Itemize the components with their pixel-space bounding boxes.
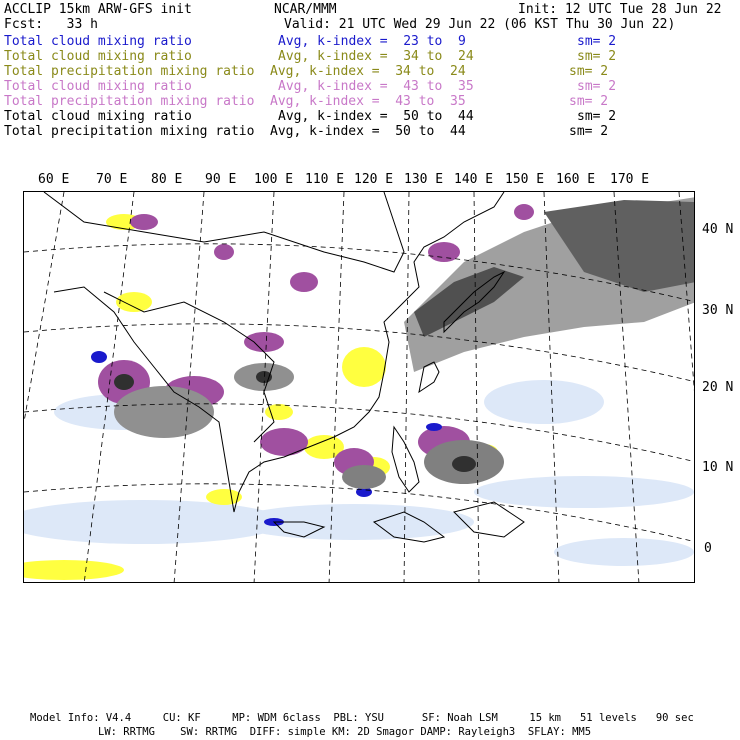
- lat-label: 30 N: [702, 303, 734, 318]
- lat-label: 20 N: [702, 380, 734, 395]
- lon-label: 150 E: [505, 172, 545, 187]
- cloud-field-gray: [114, 197, 695, 489]
- field-smoothing: sm= 2: [569, 124, 609, 139]
- field-smoothing: sm= 2: [569, 64, 609, 79]
- valid-time: Valid: 21 UTC Wed 29 Jun 22 (06 KST Thu 30 Jun 22): [284, 17, 676, 32]
- lon-label: 140 E: [454, 172, 494, 187]
- field-name: Total precipitation mixing ratio: [4, 124, 255, 139]
- field-avg: Avg, k-index = 43 to 35: [270, 94, 466, 109]
- field-name: Total precipitation mixing ratio: [4, 94, 255, 109]
- field-name: Total precipitation mixing ratio: [4, 64, 255, 79]
- field-smoothing: sm= 2: [577, 109, 617, 124]
- forecast-hour: Fcst: 33 h: [4, 17, 98, 32]
- init-time: Init: 12 UTC Tue 28 Jun 22: [518, 2, 722, 17]
- field-name: Total cloud mixing ratio: [4, 109, 192, 124]
- field-smoothing: sm= 2: [577, 34, 617, 49]
- map-canvas: [24, 192, 695, 583]
- lon-label: 170 E: [610, 172, 650, 187]
- lon-label: 110 E: [305, 172, 345, 187]
- lon-label: 90 E: [205, 172, 237, 187]
- field-avg: Avg, k-index = 50 to 44: [278, 109, 474, 124]
- lon-label: 100 E: [254, 172, 294, 187]
- lon-label: 130 E: [404, 172, 444, 187]
- lon-label: 80 E: [151, 172, 183, 187]
- lon-label: 60 E: [38, 172, 70, 187]
- lon-label: 160 E: [556, 172, 596, 187]
- field-smoothing: sm= 2: [569, 94, 609, 109]
- map-panel: [23, 191, 695, 583]
- field-avg: Avg, k-index = 34 to 24: [270, 64, 466, 79]
- field-avg: Avg, k-index = 34 to 24: [278, 49, 474, 64]
- lat-label: 0: [704, 541, 712, 556]
- lat-label: 40 N: [702, 222, 734, 237]
- field-smoothing: sm= 2: [577, 79, 617, 94]
- field-name: Total cloud mixing ratio: [4, 49, 192, 64]
- institution-label: NCAR/MMM: [274, 2, 337, 17]
- field-avg: Avg, k-index = 50 to 44: [270, 124, 466, 139]
- field-name: Total cloud mixing ratio: [4, 79, 192, 94]
- lon-label: 120 E: [354, 172, 394, 187]
- model-info-line1: Model Info: V4.4 CU: KF MP: WDM 6class PBL: YSU SF: Noah LSM 15 km 51 levels 90 sec: [30, 712, 694, 724]
- field-smoothing: sm= 2: [577, 49, 617, 64]
- field-avg: Avg, k-index = 23 to 9: [278, 34, 466, 49]
- lat-label: 10 N: [702, 460, 734, 475]
- model-title: ACCLIP 15km ARW-GFS init: [4, 2, 192, 17]
- model-info-line2: LW: RRTMG SW: RRTMG DIFF: simple KM: 2D Smagor DAMP: Rayleigh3 SFLAY: MM5: [98, 726, 592, 738]
- field-name: Total cloud mixing ratio: [4, 34, 192, 49]
- field-avg: Avg, k-index = 43 to 35: [278, 79, 474, 94]
- lon-label: 70 E: [96, 172, 128, 187]
